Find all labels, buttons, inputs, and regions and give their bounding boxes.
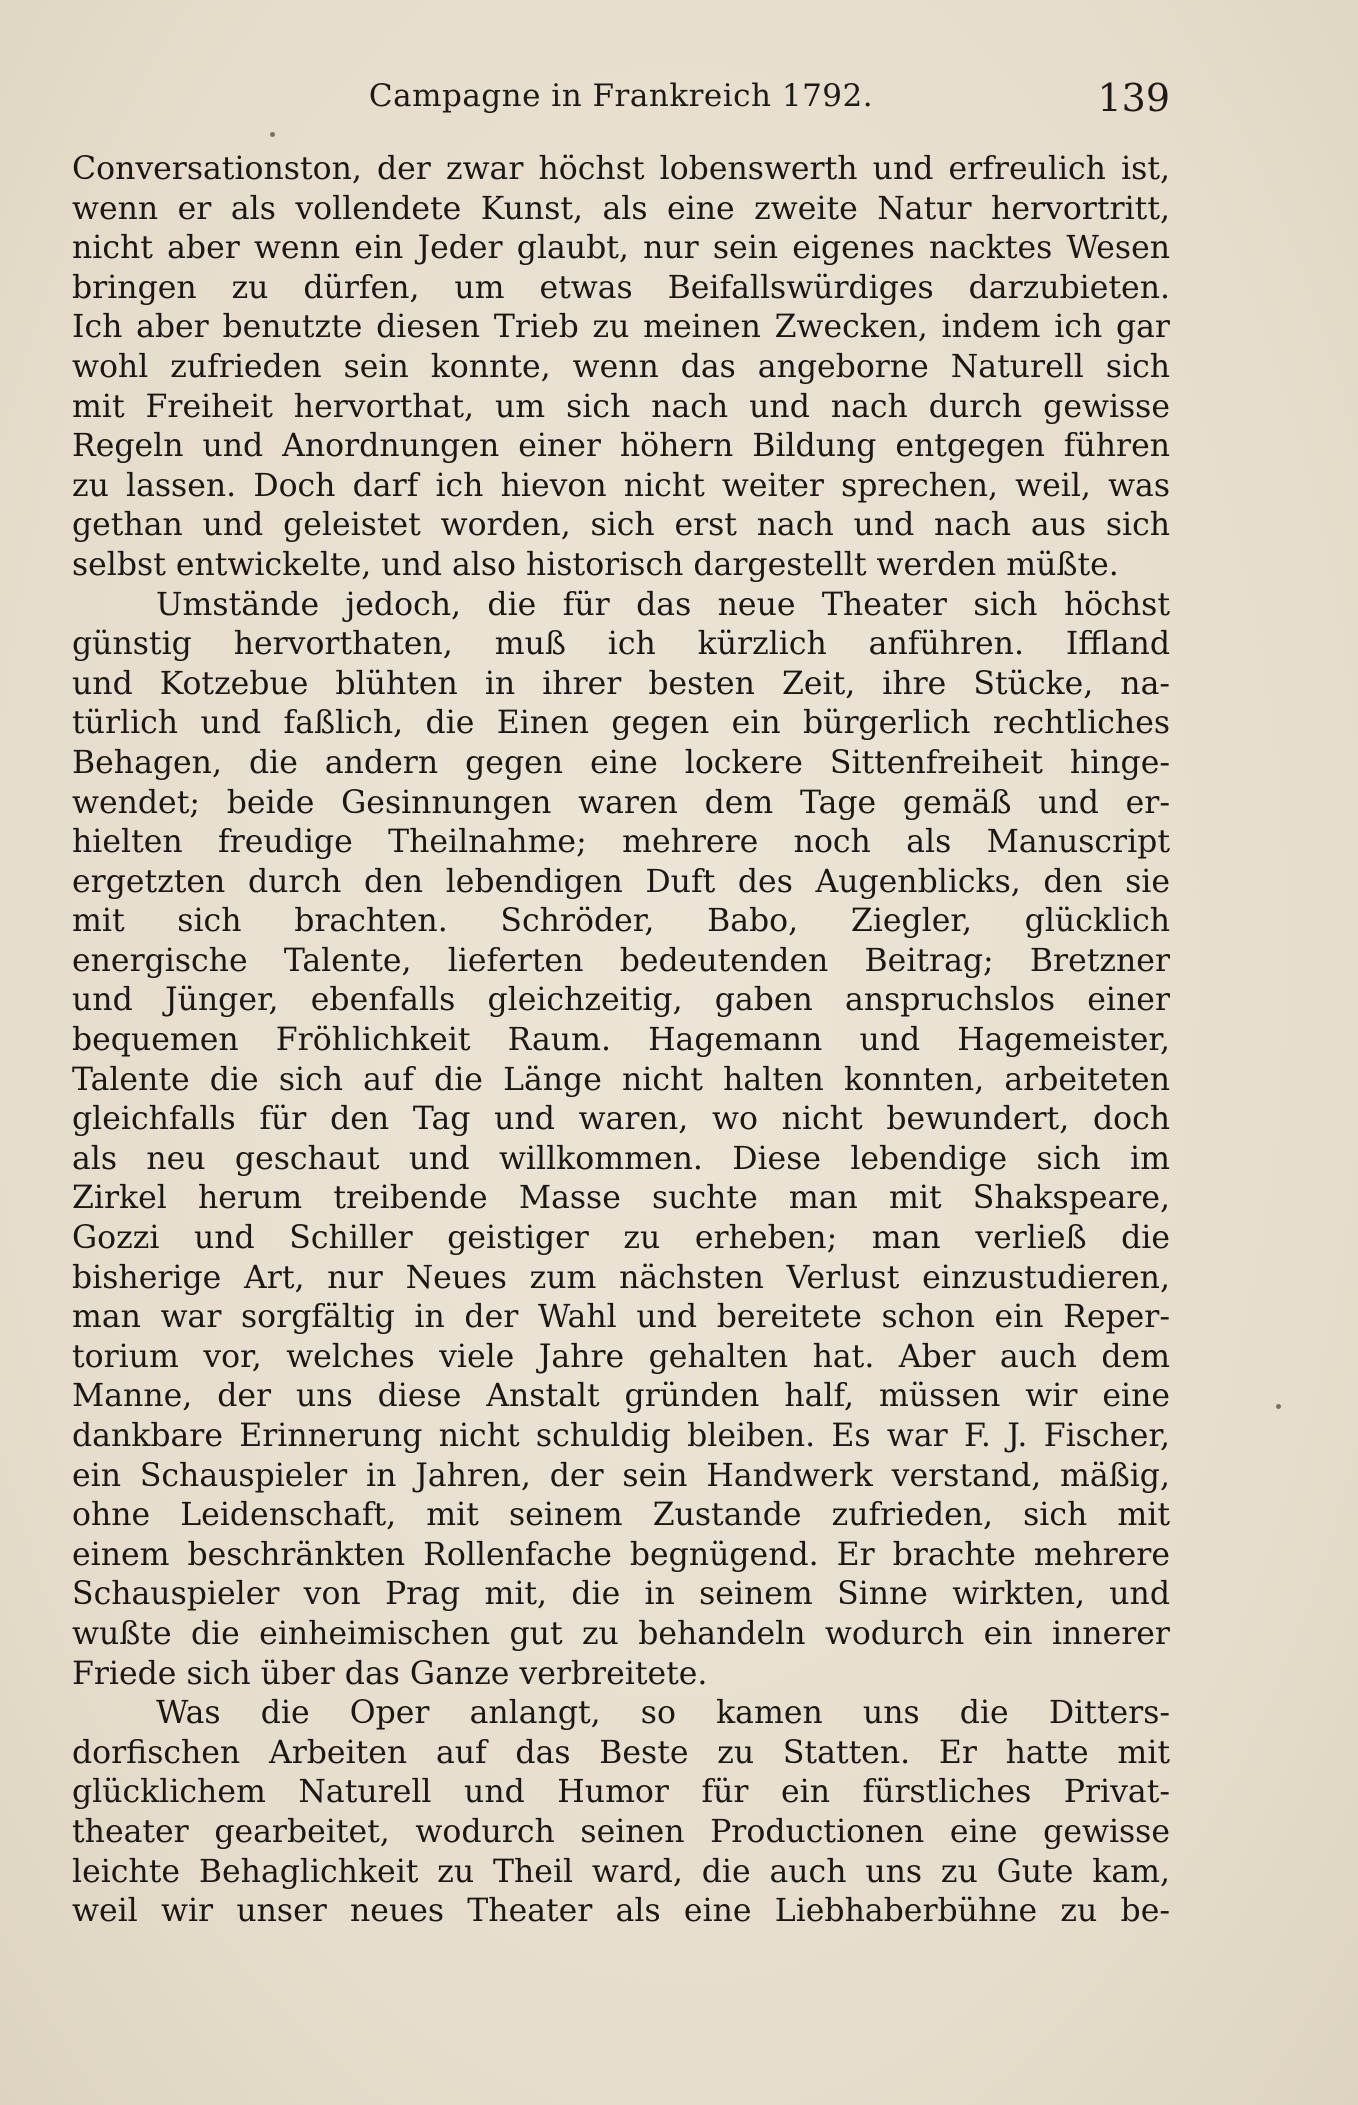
text-line: man war sorgfältig in der Wahl und bereitete schon ein Reper-	[72, 1299, 1170, 1336]
text-line: gleichfalls für den Tag und waren, wo nicht bewundert, doch	[72, 1101, 1170, 1138]
text-line: bisherige Art, nur Neues zum nächsten Verlust einzustudieren,	[72, 1259, 1170, 1296]
paper-speck	[270, 132, 275, 137]
body-text	[72, 150, 1170, 1932]
text-line: dankbare Erinnerung nicht schuldig bleiben. Es war F. J. Fischer,	[72, 1418, 1170, 1454]
text-line: wußte die einheimischen gut zu behandeln wodurch ein innerer	[72, 1615, 1170, 1652]
text-line: zu lassen. Doch darf ich hievon nicht weiter sprechen, weil, was	[72, 467, 1170, 504]
running-head	[72, 78, 1170, 130]
text-line: Umstände jedoch, die für das neue Theater sich höchst	[156, 586, 1170, 623]
text-line: torium vor, welches viele Jahre gehalten hat. Aber auch dem	[72, 1338, 1170, 1375]
text-line: ohne Leidenschaft, mit seinem Zustande zufrieden, sich mit	[72, 1497, 1170, 1534]
text-line: Regeln und Anordnungen einer höhern Bildung entgegen führen	[72, 428, 1170, 465]
text-line: Ich aber benutzte diesen Trieb zu meinen Zwecken, indem ich gar	[72, 309, 1170, 346]
text-line: nicht aber wenn ein Jeder glaubt, nur sein eigenes nacktes Wesen	[72, 230, 1170, 267]
text-line: hielten freudige Theilnahme; mehrere noch als Manuscript	[72, 824, 1170, 861]
text-line: gethan und geleistet worden, sich erst nach und nach aus sich	[72, 507, 1170, 544]
text-line: günstig hervorthaten, muß ich kürzlich anführen. Iffland	[72, 626, 1170, 663]
text-line: ergetzten durch den lebendigen Duft des Augenblicks, den sie	[72, 863, 1170, 900]
text-line: theater gearbeitet, wodurch seinen Productionen eine gewisse	[72, 1813, 1170, 1850]
text-line: Manne, der uns diese Anstalt gründen half, müssen wir eine	[72, 1378, 1170, 1415]
text-line: dorfischen Arbeiten auf das Beste zu Statten. Er hatte mit	[72, 1734, 1170, 1771]
text-line: glücklichem Naturell und Humor für ein fürstliches Privat-	[72, 1774, 1170, 1811]
text-line: Conversationston, der zwar höchst lobenswerth und erfreulich ist,	[72, 151, 1170, 187]
text-line: wohl zufrieden sein konnte, wenn das angeborne Naturell sich	[72, 348, 1170, 385]
text-line: bringen zu dürfen, um etwas Beifallswürdiges darzubieten.	[72, 269, 1170, 306]
text-line: wenn er als vollendete Kunst, als eine zweite Natur hervortritt,	[72, 190, 1170, 227]
text-line: türlich und faßlich, die Einen gegen ein bürgerlich rechtliches	[72, 705, 1170, 742]
text-line: Was die Oper anlangt, so kamen uns die Ditters-	[156, 1695, 1170, 1732]
running-title: Campagne in Frankreich 1792.	[368, 78, 874, 114]
text-line: mit sich brachten. Schröder, Babo, Ziegler, glücklich	[72, 903, 1170, 940]
text-line: ein Schauspieler in Jahren, der sein Handwerk verstand, mäßig,	[72, 1457, 1170, 1494]
text-line: bequemen Fröhlichkeit Raum. Hagemann und Hagemeister,	[72, 1022, 1170, 1059]
text-line: energische Talente, lieferten bedeutenden Beitrag; Bretzner	[72, 942, 1170, 979]
text-line: Schauspieler von Prag mit, die in seinem Sinne wirkten, und	[72, 1576, 1170, 1613]
paper-speck	[1276, 1404, 1281, 1409]
text-line: weil wir unser neues Theater als eine Liebhaberbühne zu be-	[72, 1893, 1170, 1930]
text-line: mit Freiheit hervorthat, um sich nach und nach durch gewisse	[72, 388, 1170, 425]
text-line: Behagen, die andern gegen eine lockere Sittenfreiheit hinge-	[72, 744, 1170, 781]
text-line: Friede sich über das Ganze verbreitete.	[72, 1655, 708, 1692]
text-line: und Jünger, ebenfalls gleichzeitig, gaben anspruchslos einer	[72, 982, 1170, 1019]
text-line: Zirkel herum treibende Masse suchte man mit Shakspeare,	[72, 1180, 1170, 1217]
text-line: Gozzi und Schiller geistiger zu erheben; man verließ die	[72, 1220, 1170, 1257]
text-line: als neu geschaut und willkommen. Diese lebendige sich im	[72, 1140, 1170, 1177]
text-line: wendet; beide Gesinnungen waren dem Tage gemäß und er-	[72, 784, 1170, 821]
text-line: einem beschränkten Rollenfache begnügend. Er brachte mehrere	[72, 1536, 1170, 1573]
text-line: leichte Behaglichkeit zu Theil ward, die auch uns zu Gute kam,	[72, 1853, 1170, 1890]
text-line: Talente die sich auf die Länge nicht halten konnten, arbeiteten	[72, 1061, 1170, 1098]
text-line: und Kotzebue blühten in ihrer besten Zeit, ihre Stücke, na-	[72, 665, 1170, 702]
page-number: 139	[1097, 76, 1170, 120]
text-line: selbst entwickelte, und also historisch dargestellt werden müßte.	[72, 546, 1119, 583]
